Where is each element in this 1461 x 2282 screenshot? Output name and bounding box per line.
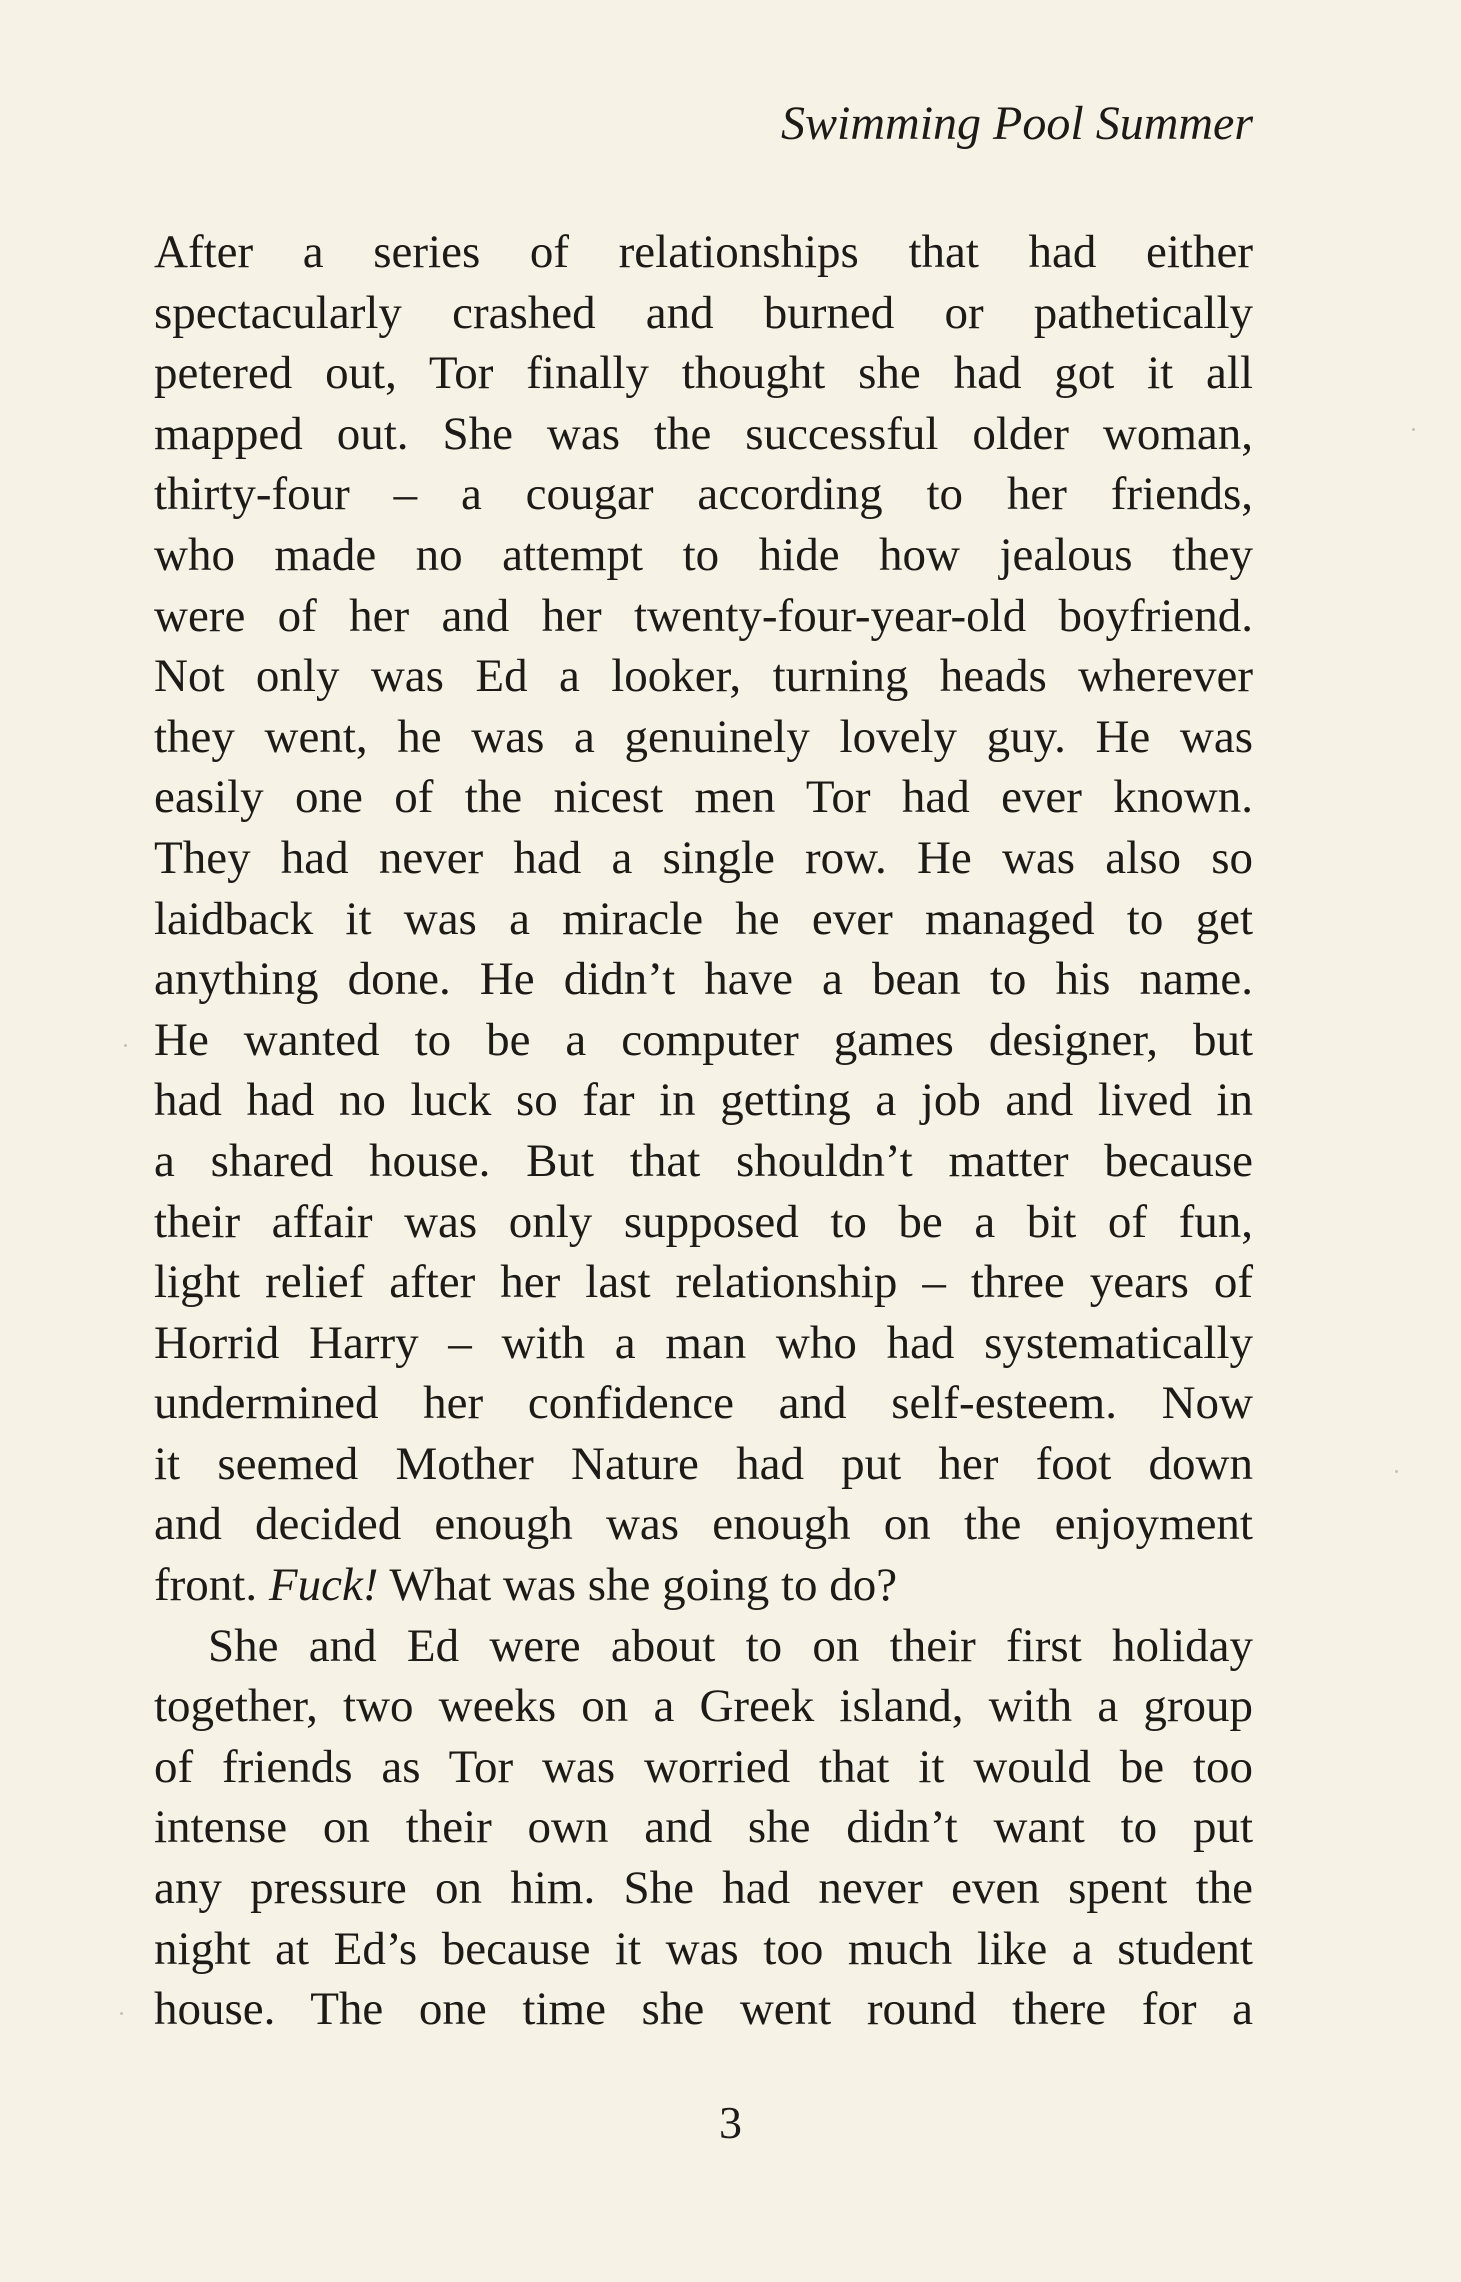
text-line: Not only was Ed a looker, turning heads wherever [154,650,1253,703]
text-line: they went, he was a genuinely lovely guy. He was [154,710,1253,763]
page-number: 3 [719,2097,742,2148]
text-line: had had no luck so far in getting a job and lived in [154,1074,1253,1127]
text-line: After a series of relationships that had either [154,226,1253,278]
text-run: front. [154,1559,269,1612]
text-line: a shared house. But that shouldn’t matter because [154,1134,1253,1187]
paper-speck [124,1044,127,1047]
text-line: laidback it was a miracle he ever managed to get [154,892,1253,945]
paper-speck [1412,428,1415,431]
text-line: They had never had a single row. He was also so [154,831,1253,884]
text-line: house. The one time she went round there for a [154,1983,1253,2036]
text-line: light relief after her last relationship – three years of [154,1256,1253,1309]
paper-speck [120,2012,123,2015]
text-line-paragraph-end [154,1555,1253,1616]
running-head-title: Swimming Pool Summer [781,97,1253,150]
text-line: petered out, Tor finally thought she had got it all [154,347,1253,400]
text-line-paragraph-start: She and Ed were about to on their first holiday [208,1619,1253,1672]
text-line: of friends as Tor was worried that it would be too [154,1740,1253,1793]
text-line: who made no attempt to hide how jealous they [154,528,1253,581]
text-line: night at Ed’s because it was too much like a student [154,1922,1253,1975]
text-line: thirty-four – a cougar according to her friends, [154,468,1253,521]
text-line: it seemed Mother Nature had put her foot down [154,1437,1253,1490]
text-run: What was she going to do? [378,1559,898,1612]
text-line: undermined her confidence and self-esteem. Now [154,1377,1253,1430]
text-line: He wanted to be a computer games designer, but [154,1013,1253,1066]
text-line: together, two weeks on a Greek island, with a group [154,1680,1253,1733]
text-line: spectacularly crashed and burned or pathetically [154,286,1253,339]
text-line: anything done. He didn’t have a bean to his name. [154,953,1253,1006]
text-line: easily one of the nicest men Tor had ever known. [154,771,1253,824]
text-line: intense on their own and she didn’t want to put [154,1801,1253,1854]
text-line: were of her and her twenty-four-year-old boyfriend. [154,589,1253,642]
text-line: their affair was only supposed to be a bit of fun, [154,1195,1253,1248]
paper-speck [1395,1470,1398,1473]
text-line: mapped out. She was the successful older woman, [154,407,1253,460]
body-text [154,222,1253,2040]
text-line: any pressure on him. She had never even spent the [154,1862,1253,1915]
text-line: and decided enough was enough on the enjoyment [154,1498,1253,1551]
emphasis-text: Fuck! [268,1559,379,1612]
text-line: Horrid Harry – with a man who had systematically [154,1316,1253,1369]
